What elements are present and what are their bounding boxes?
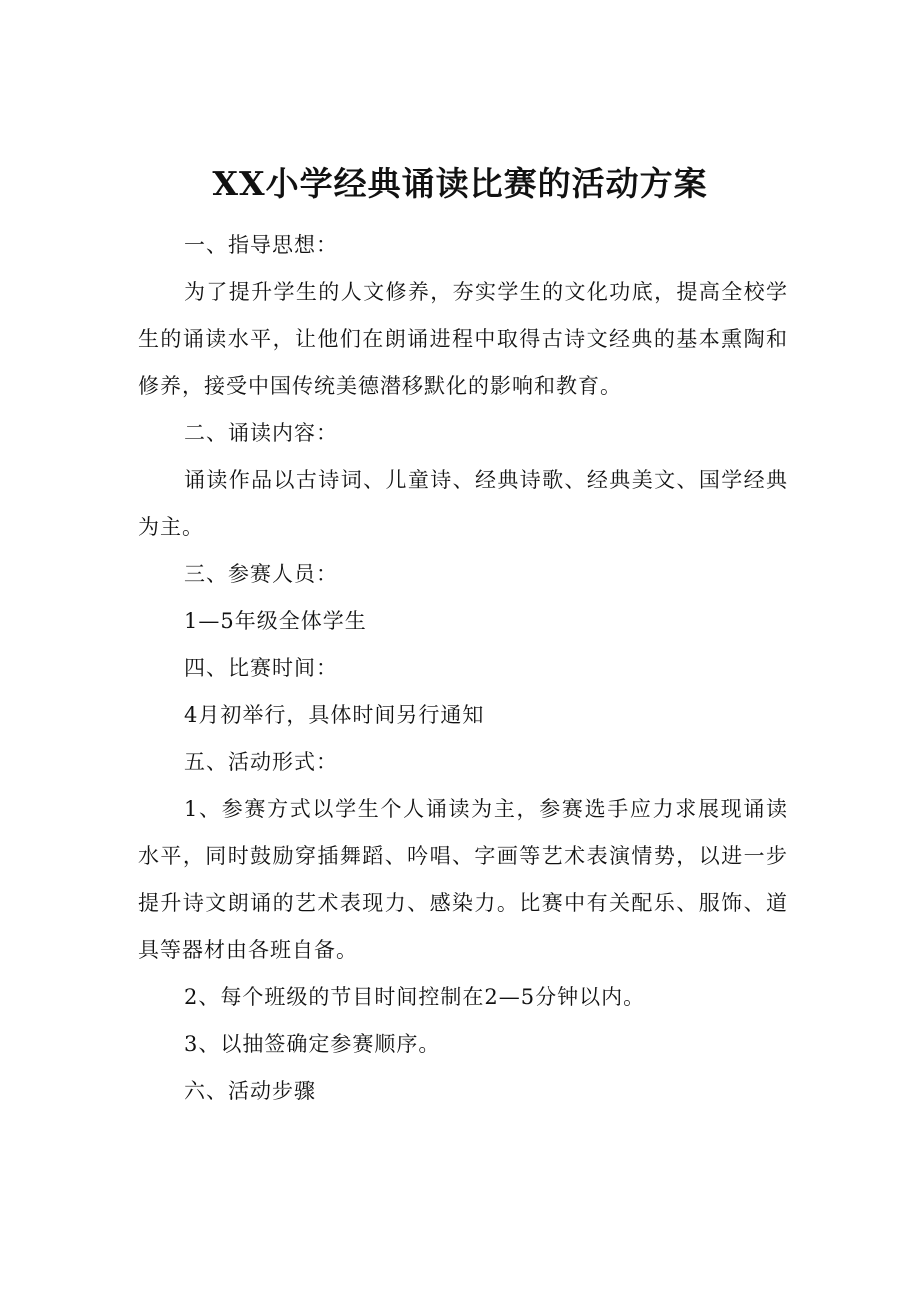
paragraph-activity-format-1: 1、参赛方式以学生个人诵读为主，参赛选手应力求展现诵读水平，同时鼓励穿插舞蹈、吟唱、字画等艺术表演情势，以进一步提升诗文朗诵的艺术表现力、感染力。比赛中有关配乐、服饰、道具等器材由各班自备。 [138, 797, 788, 962]
paragraph-guiding-ideology: 为了提升学生的人文修养，夯实学生的文化功底，提高全校学生的诵读水平，让他们在朗诵进程中取得古诗文经典的基本熏陶和修养，接受中国传统美德潜移默化的影响和教育。 [138, 280, 788, 398]
paragraph-activity-format-3: 3、以抽签确定参赛顺序。 [184, 1032, 441, 1056]
section-heading-guiding-ideology: 一、指导思想： [184, 233, 338, 257]
section-heading-participants: 三、参赛人员： [184, 562, 338, 586]
section-heading-competition-time: 四、比赛时间： [184, 656, 338, 680]
paragraph-competition-time: 4月初举行，具体时间另行通知 [184, 703, 485, 727]
paragraph-activity-format-2: 2、每个班级的节目时间控制在2—5分钟以内。 [184, 985, 646, 1009]
section-heading-reading-content: 二、诵读内容： [184, 421, 338, 445]
section-heading-activity-steps: 六、活动步骤 [184, 1079, 316, 1103]
section-heading-activity-format: 五、活动形式： [184, 750, 338, 774]
paragraph-reading-content: 诵读作品以古诗词、儿童诗、经典诗歌、经典美文、国学经典为主。 [138, 468, 788, 539]
document-title: XX小学经典诵读比赛的活动方案 [212, 164, 708, 203]
document-body [138, 222, 788, 1115]
paragraph-participants: 1—5年级全体学生 [184, 609, 367, 633]
